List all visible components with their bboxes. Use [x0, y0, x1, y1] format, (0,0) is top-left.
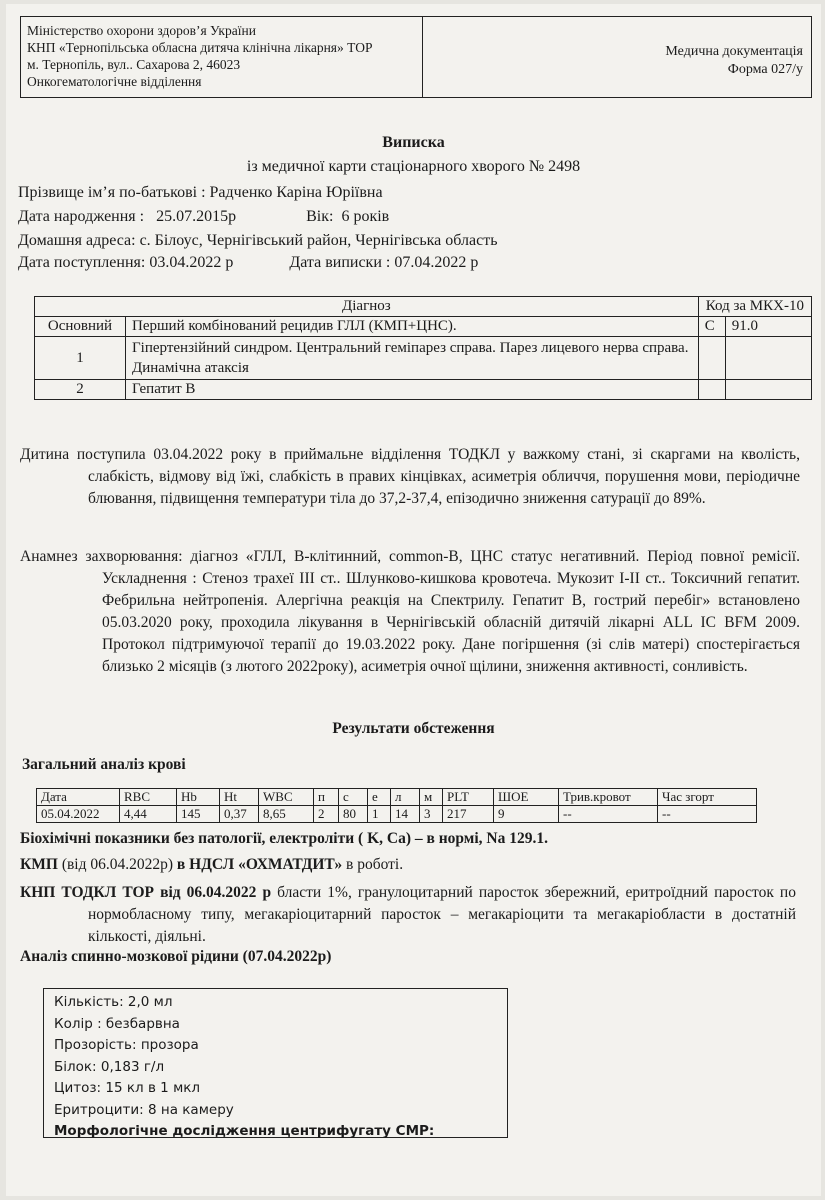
institution-line: Онкогематологічне відділення — [27, 74, 202, 89]
csf-heading: Аналіз спинно-мозкової рідини (07.04.2022р) — [20, 948, 332, 965]
table-row — [35, 380, 812, 400]
blood-value: -- — [658, 806, 757, 823]
csf-line: Колір : безбарвна — [54, 1015, 180, 1032]
blood-col-header: WBC — [259, 789, 314, 806]
blood-value: 9 — [494, 806, 559, 823]
institution-block — [21, 17, 423, 97]
diagnosis-type: Основний — [35, 317, 126, 337]
table-row — [35, 317, 812, 337]
address-label: Домашня адреса: — [18, 232, 136, 249]
blood-value: 14 — [391, 806, 420, 823]
age-label: Вік: — [306, 208, 334, 225]
kmp2-paragraph — [20, 882, 796, 948]
admission-text: Дитина поступила 03.04.2022 року в приймальне відділення ТОДКЛ у важкому стані, зі скаргами на кволість, слабкість, відмову від їжі, слабкість в правих кінцівках, асиметрія обличчя, порушення мови, періодичне блювання, підвищення температури тіла до 37,2-37,4, епізодично зниження сатурації до 89%. — [20, 446, 800, 507]
admission-date: 03.04.2022 р — [149, 254, 234, 271]
patient-name-label: Прізвище ім’я по-батькові : — [18, 184, 206, 201]
dob-label: Дата народження : — [18, 208, 145, 225]
address-line — [18, 232, 498, 250]
results-heading: Результати обстеження — [332, 720, 495, 737]
blood-col-header: RBC — [120, 789, 177, 806]
blood-col-header: ШОЕ — [494, 789, 559, 806]
kmp-date: (від 06.04.2022р) — [57, 856, 177, 873]
doc-type: Медична документація — [665, 44, 803, 59]
form-block — [665, 43, 803, 79]
kmp-label: КМП — [20, 856, 58, 873]
blood-value: 05.04.2022 — [37, 806, 120, 823]
table-row — [37, 806, 757, 823]
diagnosis-text: Гепатит В — [126, 380, 699, 400]
kmp2-result: бласти 1%, гранулоцитарний паросток збережний, еритроїдний паросток по нормобласному типу, мегакаріоцитарний паросток – мегакаріоцити та мегакаріобласти в достатній кількості, діяльні. — [88, 884, 796, 945]
blood-table — [36, 788, 757, 823]
table-header-row — [35, 297, 812, 317]
csf-line: Білок: 0,183 г/л — [54, 1058, 165, 1075]
dob-line — [18, 208, 389, 226]
icd-letter — [698, 380, 725, 400]
blood-col-header: п — [314, 789, 339, 806]
icd-letter: C — [698, 317, 725, 337]
institution-line: Міністерство охорони здоров’я України — [27, 23, 256, 38]
icd-header: Код за МКХ-10 — [698, 297, 811, 317]
csf-morphology: Морфологічне дослідження центрифугату СМР: — [54, 1123, 435, 1139]
address-value: с. Білоус, Чернігівський район, Чернігівська область — [139, 232, 498, 249]
blood-col-header: Hb — [177, 789, 220, 806]
blood-col-header: Трив.кровот — [559, 789, 658, 806]
blood-value: 2 — [314, 806, 339, 823]
institution-line: КНП «Тернопільська обласна дитяча клінічна лікарня» ТОР — [27, 40, 373, 55]
blood-col-header: л — [391, 789, 420, 806]
diagnosis-header: Діагноз — [35, 297, 699, 317]
discharge-label: Дата виписки : — [289, 254, 391, 271]
csf-line: Еритроцити: 8 на камеру — [54, 1101, 234, 1118]
csf-line: Кількість: 2,0 мл — [54, 994, 173, 1010]
blood-col-header: с — [339, 789, 368, 806]
document-title: Виписка — [382, 134, 445, 151]
kmp-status: в роботі. — [342, 856, 404, 873]
diagnosis-type: 1 — [35, 337, 126, 380]
icd-letter — [698, 337, 725, 380]
kmp2-lab: КНП ТОДКЛ ТОР від 06.04.2022 р — [20, 884, 272, 901]
blood-value: 145 — [177, 806, 220, 823]
blood-value: 80 — [339, 806, 368, 823]
diagnosis-text: Перший комбінований рецидив ГЛЛ (КМП+ЦНС). — [126, 317, 699, 337]
blood-value: 217 — [443, 806, 494, 823]
admission-label: Дата поступлення: — [18, 254, 146, 271]
blood-value: 0,37 — [220, 806, 259, 823]
blood-col-header: Дата — [37, 789, 120, 806]
icd-code: 91.0 — [725, 317, 811, 337]
kmp-line — [20, 856, 403, 874]
document-subtitle: із медичної карти стаціонарного хворого № 2498 — [246, 158, 581, 175]
document-sheet — [6, 4, 821, 1196]
dates-line — [18, 254, 478, 272]
diagnosis-table — [34, 296, 812, 400]
csf-line: Цитоз: 15 кл в 1 мкл — [54, 1080, 201, 1096]
form-number: Форма 027/у — [727, 62, 803, 77]
blood-heading: Загальний аналіз крові — [22, 756, 186, 773]
table-row — [35, 337, 812, 380]
anamnesis-paragraph — [20, 546, 800, 678]
biochem-line: Біохімічні показники без патології, електроліти ( K, Ca) – в нормі, Na 129.1. — [20, 830, 548, 847]
blood-header-row — [37, 789, 757, 806]
blood-value: -- — [559, 806, 658, 823]
icd-code — [725, 380, 811, 400]
dob-value: 25.07.2015р — [156, 208, 237, 225]
blood-value: 4,44 — [120, 806, 177, 823]
icd-code — [725, 337, 811, 380]
csf-line: Прозорість: прозора — [54, 1037, 199, 1053]
blood-col-header: PLT — [443, 789, 494, 806]
discharge-date: 07.04.2022 р — [394, 254, 479, 271]
csf-results-box — [43, 988, 508, 1138]
kmp-lab: в НДСЛ «ОХМАТДИТ» — [176, 856, 343, 873]
blood-value: 1 — [368, 806, 391, 823]
diagnosis-text: Гіпертензійний синдром. Центральний геміпарез справа. Парез лицевого нерва справа. Динамічна атаксія — [126, 337, 699, 380]
diagnosis-type: 2 — [35, 380, 126, 400]
blood-value: 8,65 — [259, 806, 314, 823]
patient-name-line — [18, 184, 383, 202]
institution-line: м. Тернопіль, вул.. Сахарова 2, 46023 — [27, 57, 241, 72]
anamnesis-text: Анамнез захворювання: діагноз «ГЛЛ, В-клітинний, common-B, ЦНС статус негативний. Період повної ремісії. Ускладнення : Стеноз трахеї ІІІ ст.. Шлунково-кишкова кровотеча. Мукозит І-ІІ ст.. Токсичний гепатит. Фебрильна нейтропенія. Алергічна реакція на Спектрилу. Гепатит В, гострий перебіг» встановлено 05.03.2020 року, проходила лікування в Чернігівській обласній дитячій лікарні ALL IC BFM 2009. Протокол підтримуючої терапії до 19.03.2022 року. Дане погіршення (зі слів матері) спостерігається близько 2 місяців (з лютого 2022року), асиметрія очної щілини, зниження активності, сонливість. — [20, 548, 800, 675]
blood-value: 3 — [420, 806, 443, 823]
admission-paragraph — [20, 444, 800, 510]
blood-col-header: е — [368, 789, 391, 806]
patient-name: Радченко Каріна Юріївна — [209, 184, 383, 201]
kmp2-text — [20, 882, 796, 948]
age-value: 6 років — [341, 208, 390, 225]
header-box — [20, 16, 812, 98]
blood-col-header: м — [420, 789, 443, 806]
blood-col-header: Ht — [220, 789, 259, 806]
blood-col-header: Час згорт — [658, 789, 757, 806]
